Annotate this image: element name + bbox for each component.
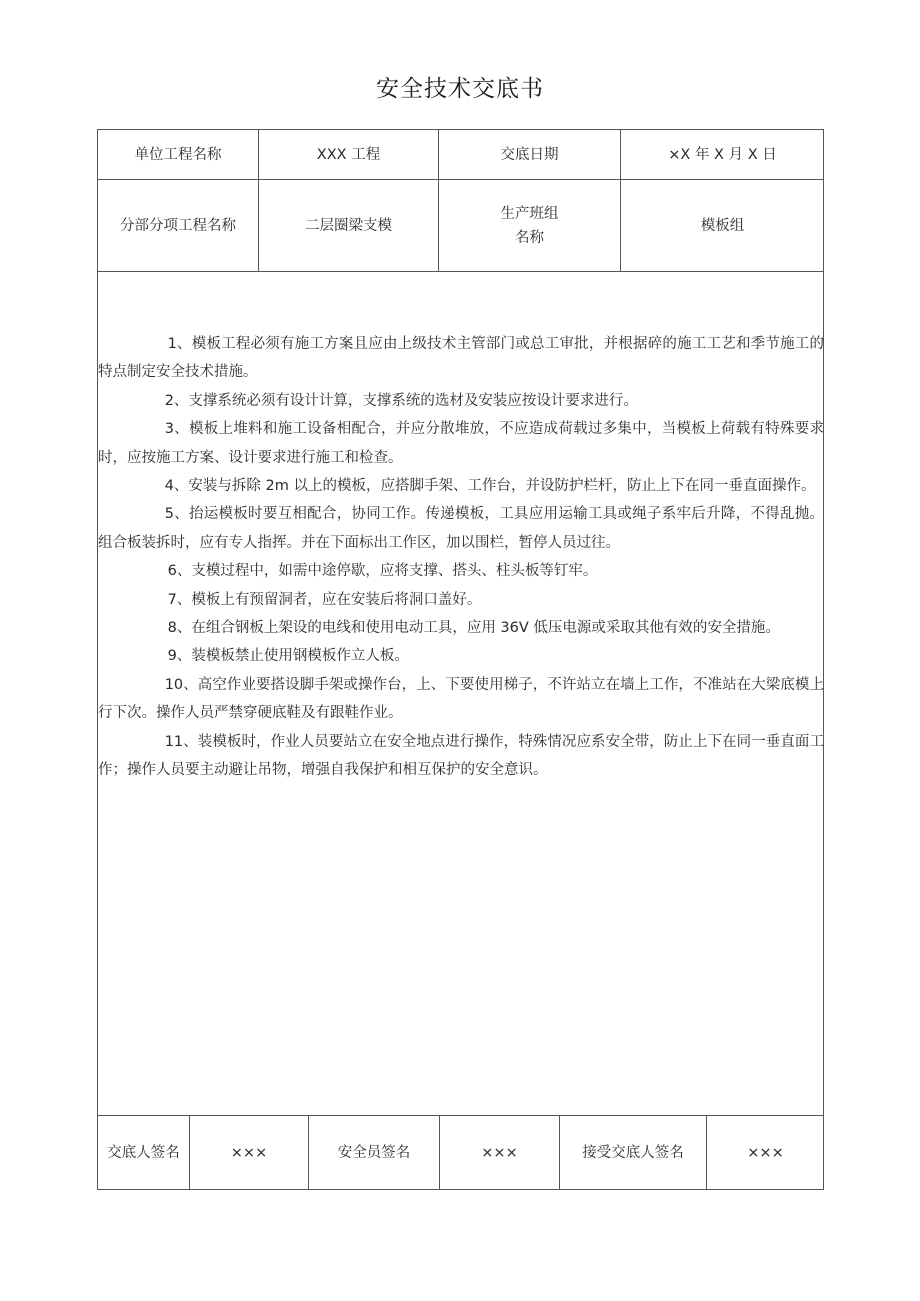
subproject-name-value: 二层圈梁支模 <box>305 217 392 234</box>
instruction-item: 1、模板工程必须有施工方案且应由上级技术主管部门或总工审批，并根据碎的施工工艺和季节施工的特点制定安全技术措施。 <box>98 336 824 381</box>
discloser-signature-label: 交底人签名 <box>107 1145 180 1161</box>
instruction-item: 2、支撑系统必须有设计计算，支撑系统的选材及安装应按设计要求进行。 <box>164 392 638 409</box>
receiver-signature-label: 接受交底人签名 <box>582 1145 684 1161</box>
instruction-item: 7、模板上有预留洞者，应在安装后将洞口盖好。 <box>167 591 482 608</box>
production-team-label-line1: 生产班组 <box>500 205 559 222</box>
unit-project-name-value: XXX 工程 <box>316 146 381 163</box>
receiver-signature-value: ××× <box>747 1145 784 1161</box>
instruction-item: 10、高空作业要搭设脚手架或操作台，上、下要使用梯子，不许站立在墙上工作，不准站在大梁底模上行下次。操作人员严禁穿硬底鞋及有跟鞋作业。 <box>98 676 824 722</box>
disclosure-date-label: 交底日期 <box>500 146 559 163</box>
safety-officer-signature-label: 安全员签名 <box>337 1145 411 1161</box>
subproject-name-label: 分部分项工程名称 <box>120 217 236 234</box>
instruction-item: 8、在组合钢板上架设的电线和使用电动工具，应用 36V 低压电源或采取其他有效的安全措施。 <box>167 620 780 637</box>
instruction-item: 11、装模板时，作业人员要站立在安全地点进行操作，特殊情况应系安全带，防止上下在同一垂直面工作；操作人员要主动避让吊物，增强自我保护和相互保护的安全意识。 <box>98 733 824 779</box>
document-title: 安全技术交底书 <box>376 76 544 102</box>
safety-instructions <box>98 330 824 785</box>
production-team-label <box>439 180 620 271</box>
production-team-label-line2: 名称 <box>515 229 544 246</box>
row-divider-2 <box>97 271 824 272</box>
production-team-value: 模板组 <box>700 217 745 234</box>
instruction-item: 9、装模板禁止使用钢模板作立人板。 <box>167 648 409 665</box>
instruction-item: 3、模板上堆料和施工设备相配合，并应分散堆放，不应造成荷载过多集中，当模板上荷载有特殊要求时，应按施工方案、设计要求进行施工和检查。 <box>98 421 824 466</box>
disclosure-date-value: ×X 年 X 月 X 日 <box>668 146 777 163</box>
instruction-item: 5、抬运模板时要互相配合，协同工作。传递模板，工具应用运输工具或绳子系牢后升降，不得乱抛。组合板装拆时，应有专人指挥。并在下面标出工作区，加以围栏，暂停人员过往。 <box>98 506 824 551</box>
instruction-item: 6、支模过程中，如需中途停歇，应将支撑、搭头、柱头板等钉牢。 <box>167 563 598 580</box>
safety-officer-signature-value: ××× <box>481 1145 518 1161</box>
discloser-signature-value: ××× <box>230 1145 268 1161</box>
unit-project-name-label: 单位工程名称 <box>134 146 222 163</box>
instruction-item: 4、安装与拆除 2m 以上的模板，应搭脚手架、工作台，并设防护栏杆，防止上下在同一垂直面操作。 <box>164 478 816 495</box>
